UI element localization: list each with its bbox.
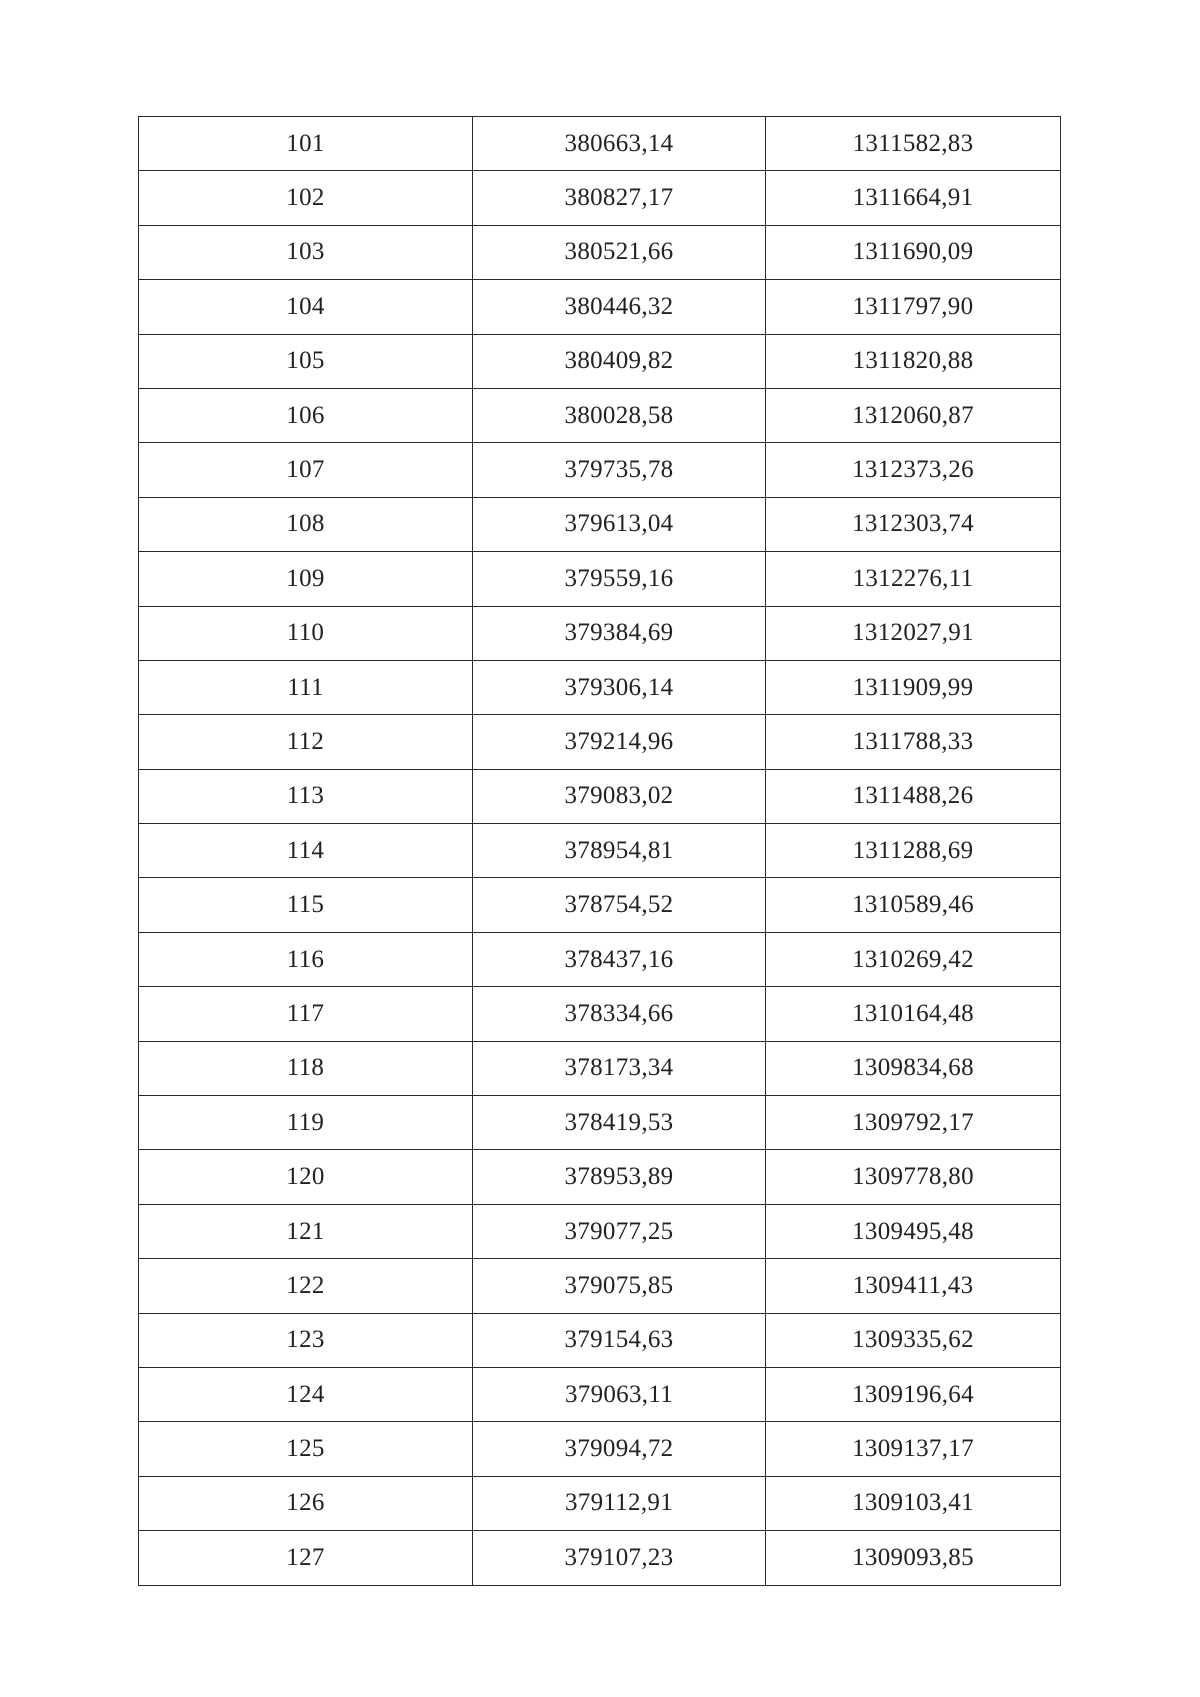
x-coordinate-cell: 378953,89	[473, 1150, 766, 1204]
y-coordinate-cell: 1309335,62	[766, 1313, 1061, 1367]
table-row	[139, 225, 1061, 279]
x-coordinate-cell: 380409,82	[473, 334, 766, 388]
x-coordinate-cell: 380028,58	[473, 388, 766, 442]
x-coordinate-cell: 379735,78	[473, 443, 766, 497]
table-row	[139, 117, 1061, 171]
y-coordinate-cell: 1309137,17	[766, 1422, 1061, 1476]
x-coordinate-cell: 380521,66	[473, 225, 766, 279]
table-row	[139, 932, 1061, 986]
point-number-cell: 109	[139, 552, 473, 606]
y-coordinate-cell: 1312303,74	[766, 497, 1061, 551]
point-number-cell: 117	[139, 987, 473, 1041]
table-row	[139, 497, 1061, 551]
y-coordinate-cell: 1312027,91	[766, 606, 1061, 660]
y-coordinate-cell: 1311488,26	[766, 769, 1061, 823]
x-coordinate-cell: 378419,53	[473, 1096, 766, 1150]
point-number-cell: 111	[139, 660, 473, 714]
table-row	[139, 660, 1061, 714]
point-number-cell: 108	[139, 497, 473, 551]
y-coordinate-cell: 1310269,42	[766, 932, 1061, 986]
y-coordinate-cell: 1311288,69	[766, 824, 1061, 878]
table-row	[139, 606, 1061, 660]
x-coordinate-cell: 379075,85	[473, 1259, 766, 1313]
table-row	[139, 715, 1061, 769]
x-coordinate-cell: 378437,16	[473, 932, 766, 986]
table-row	[139, 1041, 1061, 1095]
y-coordinate-cell: 1309495,48	[766, 1204, 1061, 1258]
point-number-cell: 120	[139, 1150, 473, 1204]
x-coordinate-cell: 378954,81	[473, 824, 766, 878]
point-number-cell: 119	[139, 1096, 473, 1150]
x-coordinate-cell: 380446,32	[473, 280, 766, 334]
x-coordinate-cell: 378173,34	[473, 1041, 766, 1095]
table-row	[139, 1531, 1061, 1585]
table-row	[139, 824, 1061, 878]
point-number-cell: 105	[139, 334, 473, 388]
y-coordinate-cell: 1309834,68	[766, 1041, 1061, 1095]
point-number-cell: 115	[139, 878, 473, 932]
x-coordinate-cell: 379063,11	[473, 1367, 766, 1421]
y-coordinate-cell: 1311690,09	[766, 225, 1061, 279]
table-row	[139, 1259, 1061, 1313]
table-row	[139, 769, 1061, 823]
x-coordinate-cell: 379214,96	[473, 715, 766, 769]
table-row	[139, 1422, 1061, 1476]
y-coordinate-cell: 1309792,17	[766, 1096, 1061, 1150]
y-coordinate-cell: 1311820,88	[766, 334, 1061, 388]
x-coordinate-cell: 379112,91	[473, 1476, 766, 1530]
x-coordinate-cell: 378334,66	[473, 987, 766, 1041]
table-row	[139, 1367, 1061, 1421]
y-coordinate-cell: 1311582,83	[766, 117, 1061, 171]
point-number-cell: 124	[139, 1367, 473, 1421]
y-coordinate-cell: 1312276,11	[766, 552, 1061, 606]
point-number-cell: 107	[139, 443, 473, 497]
point-number-cell: 113	[139, 769, 473, 823]
point-number-cell: 121	[139, 1204, 473, 1258]
table-row	[139, 388, 1061, 442]
table-row	[139, 280, 1061, 334]
x-coordinate-cell: 379154,63	[473, 1313, 766, 1367]
table-row	[139, 1204, 1061, 1258]
y-coordinate-cell: 1311788,33	[766, 715, 1061, 769]
y-coordinate-cell: 1310164,48	[766, 987, 1061, 1041]
x-coordinate-cell: 379613,04	[473, 497, 766, 551]
point-number-cell: 125	[139, 1422, 473, 1476]
y-coordinate-cell: 1309093,85	[766, 1531, 1061, 1585]
y-coordinate-cell: 1311909,99	[766, 660, 1061, 714]
y-coordinate-cell: 1312373,26	[766, 443, 1061, 497]
coordinates-table	[138, 116, 1061, 1586]
x-coordinate-cell: 380827,17	[473, 171, 766, 225]
point-number-cell: 106	[139, 388, 473, 442]
table-row	[139, 878, 1061, 932]
table-row	[139, 171, 1061, 225]
x-coordinate-cell: 379306,14	[473, 660, 766, 714]
y-coordinate-cell: 1311797,90	[766, 280, 1061, 334]
point-number-cell: 122	[139, 1259, 473, 1313]
point-number-cell: 127	[139, 1531, 473, 1585]
point-number-cell: 102	[139, 171, 473, 225]
table-row	[139, 987, 1061, 1041]
table-row	[139, 334, 1061, 388]
x-coordinate-cell: 379094,72	[473, 1422, 766, 1476]
point-number-cell: 103	[139, 225, 473, 279]
table-row	[139, 1476, 1061, 1530]
y-coordinate-cell: 1311664,91	[766, 171, 1061, 225]
table-row	[139, 1313, 1061, 1367]
x-coordinate-cell: 379083,02	[473, 769, 766, 823]
y-coordinate-cell: 1309411,43	[766, 1259, 1061, 1313]
table-row	[139, 443, 1061, 497]
y-coordinate-cell: 1309778,80	[766, 1150, 1061, 1204]
table-row	[139, 1096, 1061, 1150]
table-row	[139, 552, 1061, 606]
y-coordinate-cell: 1309196,64	[766, 1367, 1061, 1421]
y-coordinate-cell: 1309103,41	[766, 1476, 1061, 1530]
point-number-cell: 118	[139, 1041, 473, 1095]
x-coordinate-cell: 379559,16	[473, 552, 766, 606]
x-coordinate-cell: 379077,25	[473, 1204, 766, 1258]
point-number-cell: 101	[139, 117, 473, 171]
point-number-cell: 110	[139, 606, 473, 660]
point-number-cell: 126	[139, 1476, 473, 1530]
coordinates-table-body	[139, 117, 1061, 1586]
x-coordinate-cell: 379384,69	[473, 606, 766, 660]
point-number-cell: 112	[139, 715, 473, 769]
y-coordinate-cell: 1310589,46	[766, 878, 1061, 932]
point-number-cell: 104	[139, 280, 473, 334]
x-coordinate-cell: 378754,52	[473, 878, 766, 932]
point-number-cell: 123	[139, 1313, 473, 1367]
point-number-cell: 116	[139, 932, 473, 986]
y-coordinate-cell: 1312060,87	[766, 388, 1061, 442]
x-coordinate-cell: 380663,14	[473, 117, 766, 171]
point-number-cell: 114	[139, 824, 473, 878]
table-row	[139, 1150, 1061, 1204]
x-coordinate-cell: 379107,23	[473, 1531, 766, 1585]
